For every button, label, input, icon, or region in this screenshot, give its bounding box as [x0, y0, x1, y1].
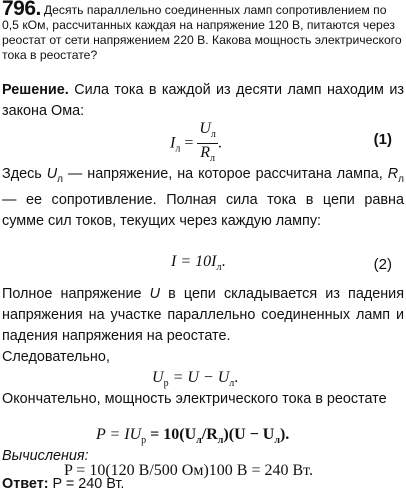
eq3-a: U [152, 369, 164, 386]
eq3-a-sub: р [163, 378, 169, 390]
eq1-tail: . [217, 134, 222, 152]
eq1-lhs: I [170, 134, 176, 152]
p2-text-3: — ее сопротивление. Полная сила тока в цепи равна сумме сил токов, текущих через каждую лампу: [2, 191, 404, 229]
eq4-c: /R [201, 426, 218, 443]
eq3-b: = U − U [168, 369, 230, 386]
eq1-numerator: U [199, 120, 211, 137]
equation-1-number: (1) [373, 131, 392, 148]
equation-4 [96, 426, 289, 446]
p2-var-u: U [46, 166, 58, 182]
paragraph-2 [2, 164, 404, 232]
eq4-b: = 10(U [146, 426, 197, 443]
paragraph-3 [2, 284, 404, 347]
answer-line [2, 474, 404, 495]
therefore-line: Следовательно, [2, 349, 110, 365]
eq2-sub: л [216, 262, 222, 274]
eq4-c-sub: л [217, 435, 224, 447]
eq1-equals: = [184, 134, 194, 152]
eq4-d: )(U − U [223, 426, 275, 443]
eq2-text: I = 10I [171, 253, 217, 270]
equation-2-number: (2) [373, 256, 392, 273]
eq4-a-sub: р [141, 435, 147, 447]
eq1-denominator: R [200, 144, 211, 162]
eq1-fraction [197, 120, 218, 167]
eq1-num-sub: л [210, 129, 216, 141]
paragraph-4: Окончательно, мощность электрического тока в реостате [2, 391, 387, 407]
solution-intro [2, 80, 404, 122]
equation-1 [170, 120, 222, 167]
eq4-e: ). [279, 426, 290, 443]
answer-value: P = 240 Вт. [48, 476, 125, 492]
equation-2 [171, 253, 225, 273]
problem-text: Десять параллельно соединенных ламп сопротивлением по 0,5 кОм, рассчитанных каждая на напряжение 120 В, питаются через реостат от сети напряжением 220 В. Какова мощность электрического тока в реостате? [2, 3, 402, 62]
solution-intro-text: Сила тока в каждой из десяти ламп находим из закона Ома: [2, 82, 404, 119]
p2-text-1: Здесь [2, 166, 47, 182]
solution-label: Решение. [2, 82, 69, 98]
eq1-den-sub: л [210, 153, 216, 165]
p2-var-u-sub: л [57, 173, 63, 185]
p3-var-u: U [149, 286, 161, 302]
p2-var-r-sub: л [398, 173, 404, 185]
p2-var-r: R [387, 166, 399, 182]
eq2-tail: . [221, 253, 226, 270]
p3-text-2: в цепи складывается из падения напряжения на участке параллельно соединенных ламп и падения напряжения на реостате. [2, 286, 405, 344]
p3-text-1: Полное напряжение [2, 286, 150, 302]
answer-label: Ответ: [2, 476, 49, 492]
eq4-d-sub: л [274, 435, 280, 447]
eq1-lhs-sub: л [175, 143, 181, 155]
calc-formula: P = 10(120 В/500 Ом)100 В = 240 Вт. [64, 462, 313, 479]
problem-number: 796. [2, 0, 41, 20]
eq4-b-sub: л [196, 435, 202, 447]
eq4-a: P = IU [96, 426, 142, 443]
eq3-b-sub: л [229, 378, 235, 390]
equation-3 [152, 369, 238, 389]
problem-statement [2, 1, 402, 63]
calc-label-text: Вычисления: [2, 448, 89, 464]
p2-text-2: — напряжение, на которое рассчитана лампа, [62, 166, 388, 182]
eq3-c: . [234, 369, 239, 386]
